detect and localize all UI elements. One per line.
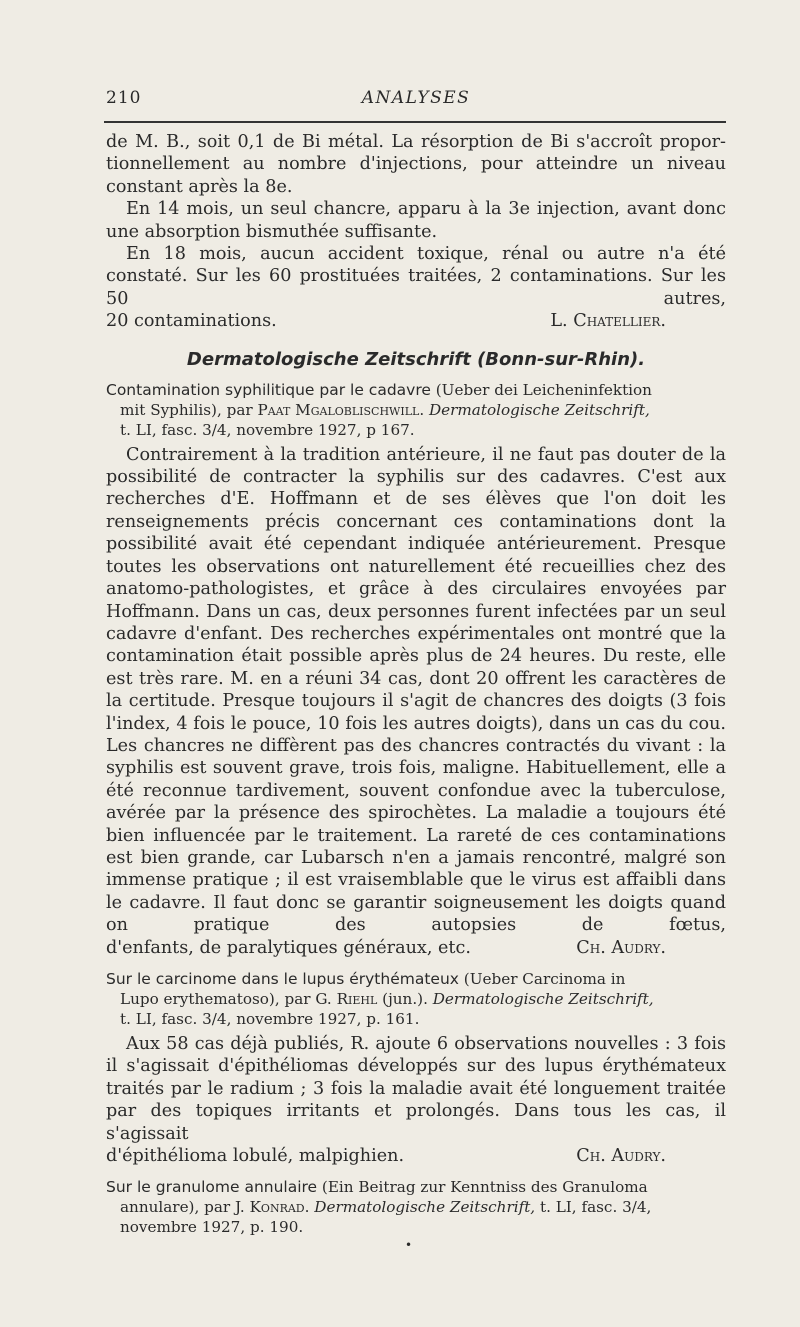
article-1-ref-line-1 <box>106 380 726 400</box>
article-3-title: Sur le granulome annulaire <box>106 1178 318 1197</box>
article-2-last-line: d'épithélioma lobulé, malpighien. <box>106 1146 405 1167</box>
article-3-ref-c: . <box>304 1198 315 1217</box>
article-3-ref-line-3: novembre 1927, p. 190. <box>120 1218 304 1237</box>
article-1-header <box>106 380 726 440</box>
article-3 <box>106 1177 726 1237</box>
prev-paragraph-2: En 14 mois, un seul chancre, apparu à la 3e injection, avant donc une absorption bismuthée suffisante. <box>106 199 726 242</box>
article-2-text-end <box>106 1145 726 1167</box>
article-2-ref-line-3: t. LI, fasc. 3/4, novembre 1927, p. 161. <box>120 1010 420 1028</box>
article-2-ref-b: Lupo erythematoso), par G. <box>120 990 337 1008</box>
prev-line-2: tionnellement au nombre d'injections, pour atteindre un niveau <box>106 154 726 175</box>
journal-title: Dermatologische Zeitschrift (Bonn-sur-Rhin). <box>186 348 646 370</box>
footer-mark: • <box>405 1238 413 1252</box>
article-1-ref-a: (Ueber dei Leicheninfektion <box>430 380 652 399</box>
article-3-journal: Dermatologische Zeitschrift, <box>314 1198 536 1217</box>
article-3-author: Konrad <box>249 1198 305 1217</box>
article-2-journal: Dermatologische Zeitschrift, <box>432 990 654 1008</box>
header-rule <box>104 121 726 123</box>
article-3-ref-line-2 <box>106 1197 726 1217</box>
article-3-ref-d: t. LI, fasc. 3/4, <box>535 1198 652 1217</box>
prev-paragraph-3: En 18 mois, aucun accident toxique, rénal ou autre n'a été constaté. Sur les 60 prostituées traitées, 2 contaminations. Sur les 50 autres, <box>106 244 726 309</box>
prev-paragraph-3-end <box>106 310 726 332</box>
article-2-author: Riehl <box>336 990 378 1008</box>
article-3-ref-a: (Ein Beitrag zur Kenntniss des Granuloma <box>317 1178 648 1197</box>
article-1-text: Contrairement à la tradition antérieure, il ne faut pas douter de la possibilité de contracter la syphilis sur des cadavres. C'est aux recherches d'E. Hoffmann et de ses élèves que l'on doit les renseignements précis concernant ces contaminations dont la possibilité avait été cependant indiquée antérieurement. Presque toutes les observations ont naturellement été recueillies chez des anatomo-pathologistes, et grâce à des circulaires envoyées par Hoffmann. Dans un cas, deux personnes furent infectées par un seul cadavre d'enfant. Des recherches expérimentales ont montré que la contamination était possible après plus de 24 heures. Du reste, elle est très rare. M. en a réuni 34 cas, dont 20 offrent les caractères de la certitude. Presque toujours il s'agit de chancres des doigts (3 fois l'index, 4 fois le pouce, 10 fois les autres doigts), dans un cas du cou. Les chancres ne diffèrent pas des chancres contractés du vivant : la syphilis est souvent grave, trois fois, maligne. Habituellement, elle a été reconnue tardivement, souvent confondue avec la tuberculose, avérée par la présence des spirochètes. La maladie a toujours été bien influencée par le traitement. La rareté de ces contaminations est bien grande, car Lubarsch n'en a jamais rencontré, malgré son immense pratique ; il est vraisemblable que le virus est affaibli dans le cadavre. Il faut donc se garantir soigneusement les doigts quand on pratique des autopsies de fœtus, <box>106 444 726 936</box>
article-2-ref-a: (Ueber Carcinoma in <box>458 970 626 988</box>
article-2-text: Aux 58 cas déjà publiés, R. ajoute 6 observations nouvelles : 3 fois il s'agissait d'épithéliomas développés sur des lupus érythémateux traités par le radium ; 3 fois la maladie avait été longuement traitée par des topiques irritants et prolongés. Dans tous les cas, il s'agissait <box>106 1034 726 1144</box>
article-2 <box>106 969 726 1167</box>
article-1-last-line: d'enfants, de paralytiques généraux, etc. <box>106 937 471 958</box>
article-1-text-end <box>106 937 726 959</box>
article-1-body <box>106 444 726 959</box>
article-3-ref-b: annulare), par J. <box>120 1198 250 1217</box>
article-2-title: Sur le carcinome dans le lupus érythémateux <box>106 970 459 988</box>
article-3-header <box>106 1177 726 1237</box>
article-1-signature: Ch. Audry. <box>576 937 666 958</box>
article-2-ref-c: (jun.). <box>377 990 433 1008</box>
prev-line-1: de M. B., soit 0,1 de Bi métal. La résorption de Bi s'accroît propor- <box>106 132 726 152</box>
page-body <box>106 131 726 1237</box>
running-title: ANALYSES <box>361 88 471 108</box>
page-header <box>106 88 726 118</box>
article-2-body <box>106 1033 726 1167</box>
article-2-signature: Ch. Audry. <box>576 1146 666 1167</box>
article-1-journal: Dermatologische Zeitschrift, <box>428 400 650 419</box>
article-1-author: Paat Mgaloblischwill <box>257 400 420 419</box>
page-number: 210 <box>106 88 142 108</box>
prev-signature: L. Chatellier. <box>550 311 666 332</box>
previous-article <box>106 131 726 333</box>
article-1 <box>106 380 726 959</box>
article-1-ref-b: mit Syphilis), par <box>120 400 258 419</box>
article-1-ref-line-3: t. LI, fasc. 3/4, novembre 1927, p 167. <box>120 420 415 439</box>
article-3-ref-line-1 <box>106 1177 726 1197</box>
article-1-ref-line-2 <box>106 400 726 420</box>
article-1-title: Contamination syphilitique par le cadavre <box>106 380 431 399</box>
prev-line-3: constant après la 8e. <box>106 176 293 197</box>
article-2-header <box>106 969 726 1029</box>
article-1-ref-c: . <box>419 400 429 419</box>
article-2-ref-line-1 <box>106 969 726 989</box>
prev-last-line: 20 contaminations. <box>106 311 277 332</box>
article-2-ref-line-2 <box>106 989 726 1009</box>
